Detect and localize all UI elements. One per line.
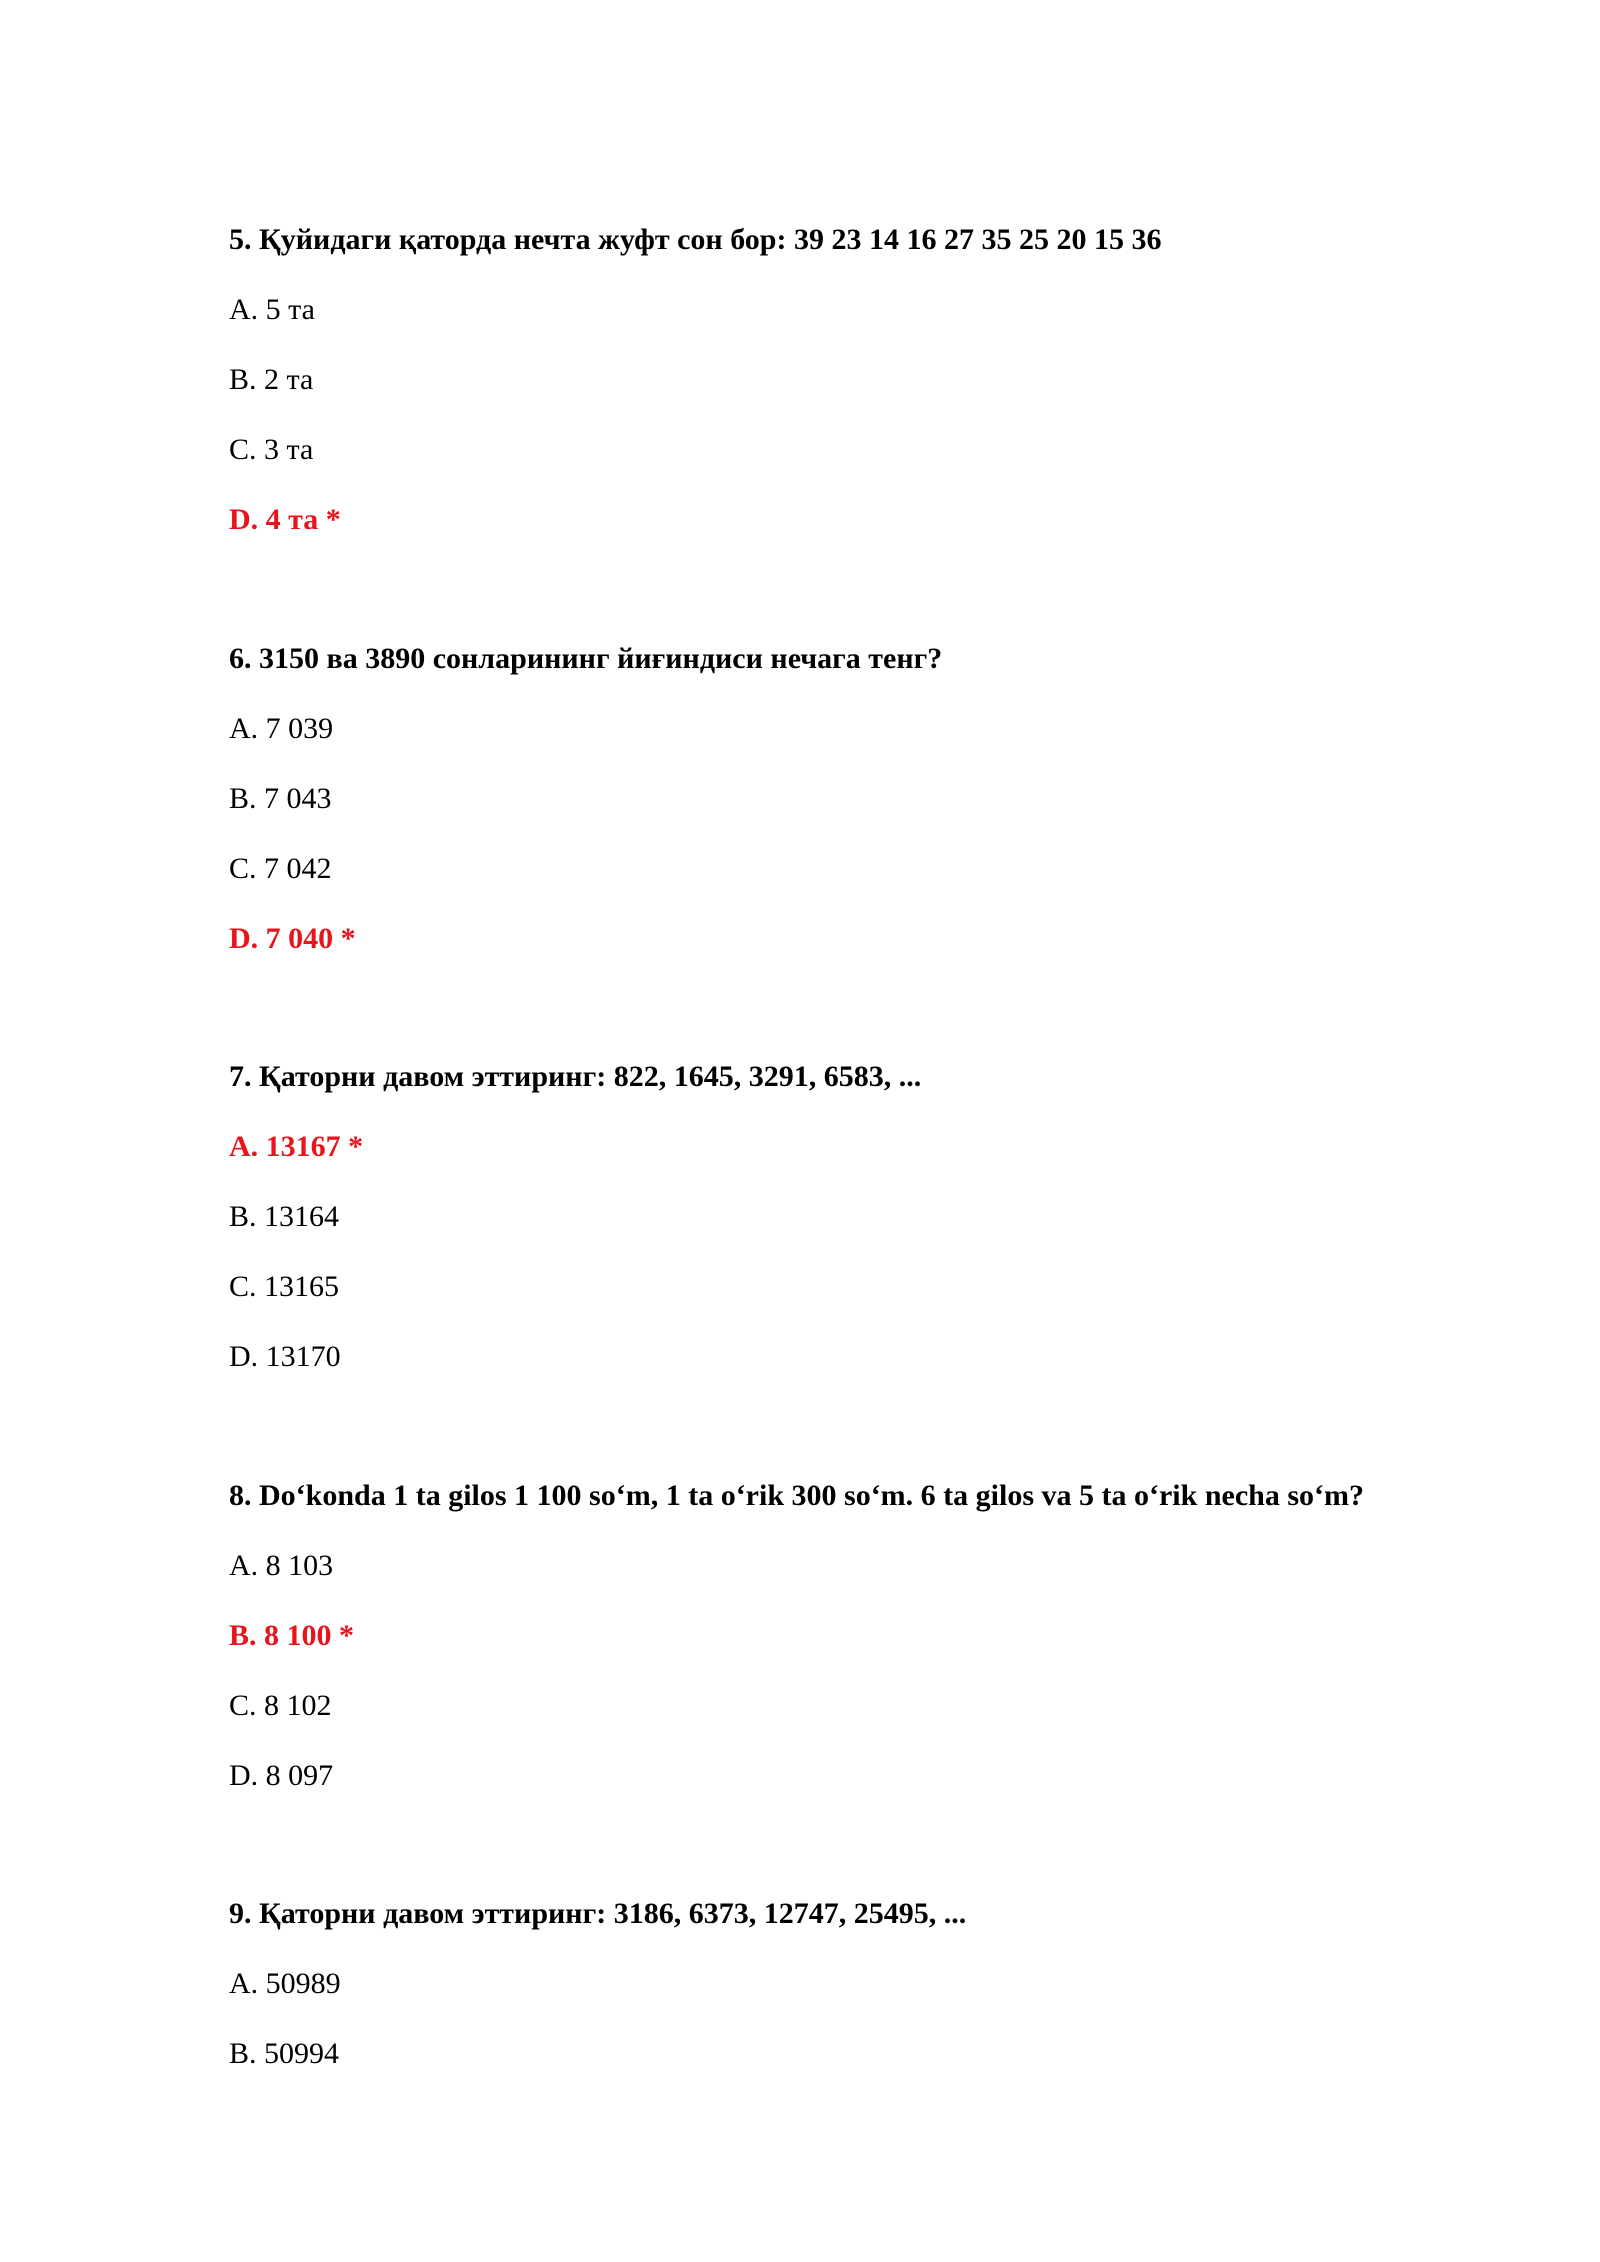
question-7: [229, 1058, 1529, 1376]
answer-option-d: D. 13170: [229, 1340, 341, 1373]
answer-option-d: D. 8 097: [229, 1759, 334, 1792]
answer-option-c: C. 3 та: [229, 433, 314, 466]
answer-option-c: C. 8 102: [229, 1689, 332, 1722]
answer-option-b-correct: B. 8 100 *: [229, 1619, 355, 1652]
answer-option-c: C. 7 042: [229, 852, 332, 885]
question-9: [229, 1895, 1529, 2073]
answer-option-a: A. 8 103: [229, 1549, 334, 1582]
answer-option-c: C. 13165: [229, 1270, 340, 1303]
answer-option-b: B. 13164: [229, 1200, 340, 1233]
answer-option-a-correct: A. 13167 *: [229, 1130, 364, 1163]
question-6: [229, 640, 1529, 958]
answer-option-a: A. 50989: [229, 1967, 341, 2000]
question-title: 7. Қаторни давом эттиринг: 822, 1645, 3291, 6583, ...: [229, 1060, 922, 1093]
answer-option-d-correct: D. 4 та *: [229, 503, 341, 536]
answer-option-a: A. 7 039: [229, 712, 334, 745]
question-title: 9. Қаторни давом эттиринг: 3186, 6373, 12747, 25495, ...: [229, 1897, 967, 1930]
question-title: 8. Do‘konda 1 ta gilos 1 100 so‘m, 1 ta o‘rik 300 so‘m. 6 ta gilos va 5 ta o‘rik necha so‘m?: [229, 1479, 1364, 1512]
answer-option-d-correct: D. 7 040 *: [229, 922, 356, 955]
answer-option-b: B. 50994: [229, 2037, 340, 2070]
answer-option-a: A. 5 та: [229, 293, 315, 326]
question-8: [229, 1477, 1529, 1795]
answer-option-b: B. 7 043: [229, 782, 332, 815]
question-title: 6. 3150 ва 3890 сонларининг йиғиндиси нечага тенг?: [229, 642, 943, 675]
question-5: [229, 221, 1529, 539]
question-title: 5. Қуйидаги қаторда нечта жуфт сон бор: 39 23 14 16 27 35 25 20 15 36: [229, 223, 1162, 256]
answer-option-b: B. 2 та: [229, 363, 314, 396]
